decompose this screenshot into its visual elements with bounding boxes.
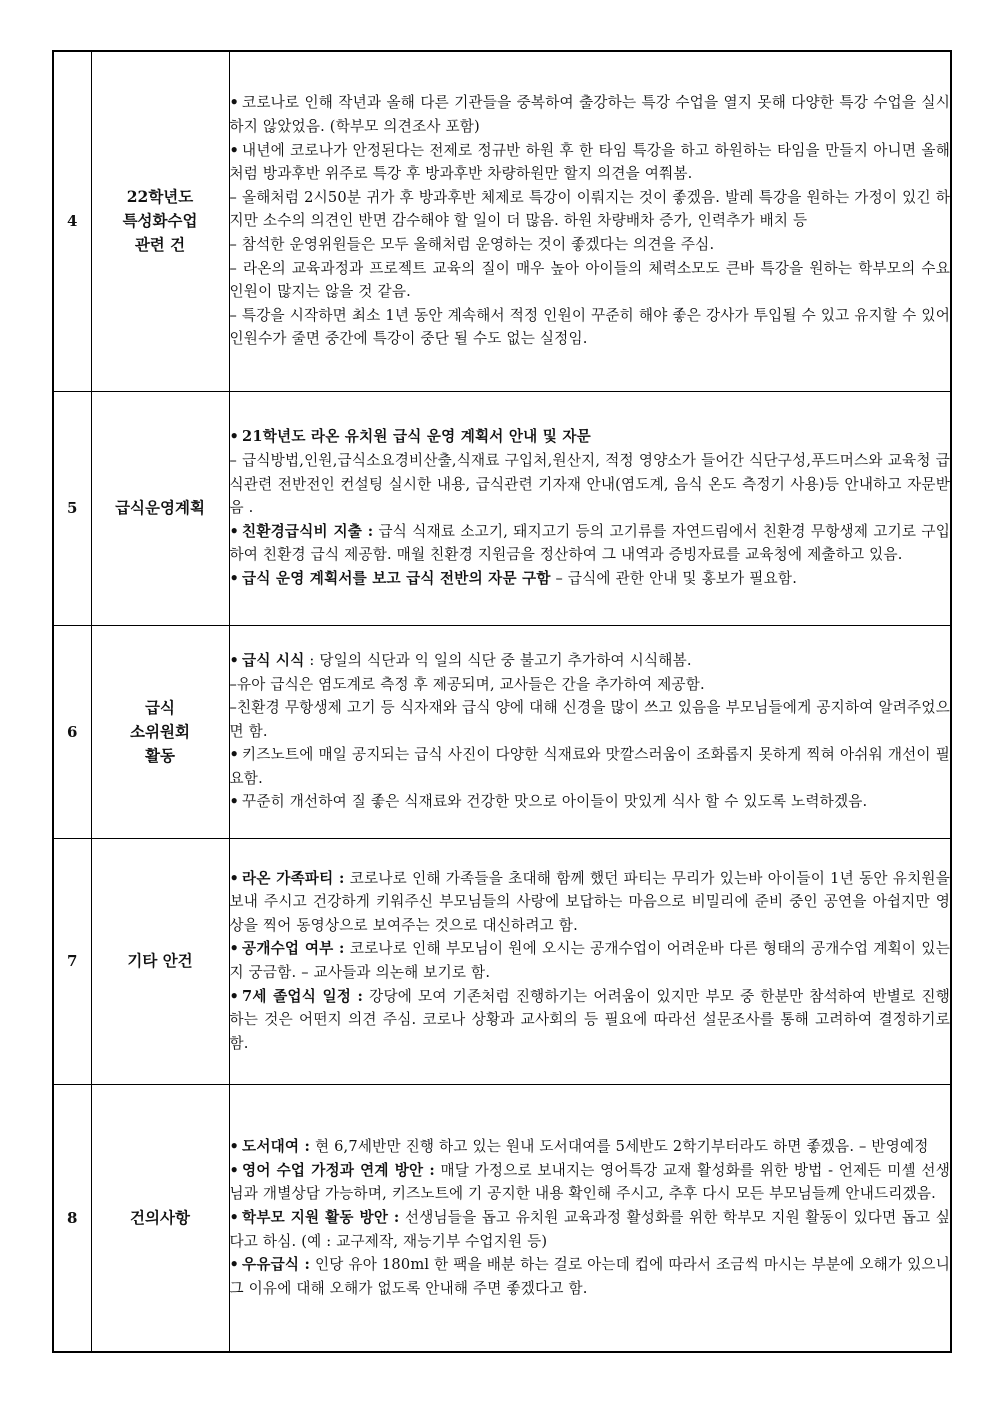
- list-item: • 도서대여 : 현 6,7세반만 진행 하고 있는 원내 도서대여를 5세반도 2학기부터라도 하면 좋겠음. – 반영예정: [229, 1138, 929, 1156]
- list-item: • 공개수업 여부 : 코로나로 인해 부모님이 원에 오시는 공개수업이 어려운바 다른 형태의 공개수업 계획이 있는지 궁금함. – 교사들과 의논해 보기로 함.: [229, 940, 950, 981]
- topic-line: 급식운영계획: [115, 498, 205, 517]
- topic-line: 22학년도: [126, 187, 194, 207]
- topic-line: 건의사항: [130, 1207, 190, 1227]
- bullet-icon: •: [229, 1138, 240, 1156]
- row-content: [229, 625, 951, 838]
- row-number: 7: [53, 838, 91, 1084]
- bullet-icon: •: [229, 869, 240, 887]
- list-item: • 꾸준히 개선하여 질 좋은 식재료와 건강한 맛으로 아이들이 맛있게 식사 할 수 있도록 노력하겠음.: [229, 793, 868, 811]
- bullet-icon: •: [229, 651, 240, 669]
- meeting-minutes-table: [52, 50, 952, 1353]
- list-item: – 참석한 운영위원들은 모두 올해처럼 운영하는 것이 좋겠다는 의견을 주심.: [229, 236, 715, 254]
- row-content: [229, 391, 951, 625]
- bullet-icon: •: [229, 1161, 240, 1179]
- topic-line: 기타 안건: [127, 951, 193, 970]
- topic-line: 특성화수업: [122, 211, 198, 231]
- list-item: – 특강을 시작하면 최소 1년 동안 계속해서 적정 인원이 꾸준히 해야 좋은 강사가 투입될 수 있고 유지할 수 있어 인원수가 줄면 중간에 특강이 중단 될 수도 없는 실정임.: [229, 306, 950, 348]
- list-item: • 라온 가족파티 : 코로나로 인해 가족들을 초대해 함께 했던 파티는 무리가 있는바 아이들이 1년 동안 유치원을 보내 주시고 건강하게 키워주신 부모님들의 사랑에 보답하는 마음으로 비밀리에 준비 중인 공연을 아쉽지만 영상을 찍어 동영상으로 보여주는 것으로 대신하려고 함.: [229, 869, 951, 934]
- row-number: 5: [53, 391, 91, 625]
- list-item: – 라온의 교육과정과 프로젝트 교육의 질이 매우 높아 아이들의 체력소모도 큰바 특강을 원하는 학부모의 수요 인원이 많지는 않을 것 같음.: [229, 259, 950, 301]
- bullet-icon: •: [229, 428, 240, 446]
- list-item: • 7세 졸업식 일정 : 강당에 모여 기존처럼 진행하기는 어려움이 있지만 부모 중 한분만 참석하여 반별로 진행 하는 것은 어떤지 의견 주심. 코로나 상황과 교사회의 등 필요에 따라선 설문조사를 통해 고려하여 결정하기로 함.: [229, 987, 950, 1052]
- row-topic: [91, 625, 229, 838]
- list-item: – 급식방법,인원,급식소요경비산출,식재료 구입처,원산지, 적정 영양소가 들어간 식단구성,푸드머스와 교육청 급식관련 전반전인 컨설팅 실시한 내용, 급식관련 기자재 안내(염도계, 음식 온도 측정기 사용)등 안내하고 자문받음 .: [229, 452, 950, 517]
- list-item: • 21학년도 라온 유치원 급식 운영 계획서 안내 및 자문: [229, 428, 591, 446]
- list-item: • 코로나로 인해 작년과 올해 다른 기관들을 중복하여 출강하는 특강 수업을 열지 못해 다양한 특강 수업을 실시하지 않았었음. (학부모 의견조사 포함): [229, 94, 950, 136]
- bullet-icon: •: [229, 141, 240, 159]
- bullet-icon: •: [229, 746, 240, 764]
- topic-line: 관련 건: [134, 235, 186, 255]
- topic-line: 활동: [145, 745, 175, 765]
- list-item: • 학부모 지원 활동 방안 : 선생님들을 돕고 유치원 교육과정 활성화를 위한 학부모 지원 활동이 있다면 돕고 싶다고 하심. (예 : 교구제작, 재능기부 수업지원 등): [229, 1208, 950, 1250]
- row-topic: [91, 391, 229, 625]
- row-content: [229, 838, 951, 1084]
- row-number: 4: [53, 51, 91, 391]
- bullet-icon: •: [229, 94, 240, 112]
- list-item: – 올해처럼 2시50분 귀가 후 방과후반 체제로 특강이 이뤄지는 것이 좋겠음. 발레 특강을 원하는 가정이 있긴 하지만 소수의 의견인 반면 감수해야 할 일이 더 많음. 하원 차량배차 증가, 인력추가 배치 등: [229, 188, 950, 230]
- bullet-icon: •: [229, 793, 240, 811]
- bullet-icon: •: [229, 987, 240, 1005]
- bullet-icon: •: [229, 1256, 240, 1274]
- bullet-icon: •: [229, 522, 240, 540]
- topic-line: 소위원회: [130, 721, 190, 741]
- row-topic: [91, 51, 229, 391]
- row-number: 6: [53, 625, 91, 838]
- row-content: [229, 1084, 951, 1352]
- list-item: –유아 급식은 염도계로 측정 후 제공되며, 교사들은 간을 추가하여 제공함.: [229, 675, 705, 693]
- list-item: • 우유급식 : 인당 유아 180ml 한 팩을 배분 하는 걸로 아는데 컵에 따라서 조금씩 마시는 부분에 오해가 있으니 그 이유에 대해 오해가 없도록 안내해 주면 좋겠다고 함.: [229, 1256, 951, 1297]
- table-row: [53, 625, 951, 838]
- table-row: [53, 391, 951, 625]
- row-content: [229, 51, 951, 391]
- topic-line: 급식: [145, 697, 175, 717]
- row-number: 8: [53, 1084, 91, 1352]
- list-item: • 영어 수업 가정과 연계 방안 : 매달 가정으로 보내지는 영어특강 교재 활성화를 위한 방법 - 언제든 미셸 선생님과 개별상담 가능하며, 키즈노트에 기 공지한 내용 확인해 주시고, 추후 다시 모든 부모님들께 안내드리겠음.: [229, 1161, 950, 1203]
- list-item: • 급식 운영 계획서를 보고 급식 전반의 자문 구함 – 급식에 관한 안내 및 홍보가 필요함.: [229, 569, 798, 587]
- table-row: [53, 838, 951, 1084]
- list-item: • 급식 시식 : 당일의 식단과 익 일의 식단 중 불고기 추가하여 시식해봄.: [229, 651, 692, 669]
- bullet-icon: •: [229, 1208, 240, 1226]
- bullet-icon: •: [229, 940, 240, 958]
- row-topic: [91, 838, 229, 1084]
- list-item: • 친환경급식비 지출 : 급식 식재료 소고기, 돼지고기 등의 고기류를 자연드림에서 친환경 무항생제 고기로 구입하여 친환경 급식 제공함. 매월 친환경 지원금을 정산하여 그 내역과 증빙자료를 교육청에 제출하고 있음.: [229, 522, 950, 564]
- table-row: [53, 1084, 951, 1352]
- list-item: • 키즈노트에 매일 공지되는 급식 사진이 다양한 식재료와 맛깔스러움이 조화롭지 못하게 찍혀 아쉬워 개선이 필요함.: [229, 746, 950, 787]
- list-item: • 내년에 코로나가 안정된다는 전제로 정규반 하원 후 한 타임 특강을 하고 하원하는 타임을 만들지 아니면 올해처럼 방과후반 위주로 특강 후 방과후반 차량하원만 할지 의견을 여쭤봄.: [229, 141, 950, 183]
- row-topic: [91, 1084, 229, 1352]
- table-row: [53, 51, 951, 391]
- bullet-icon: •: [229, 569, 240, 587]
- list-item: –친환경 무항생제 고기 등 식자재와 급식 양에 대해 신경을 많이 쓰고 있음을 부모님들에게 공지하여 알려주었으면 함.: [229, 699, 950, 740]
